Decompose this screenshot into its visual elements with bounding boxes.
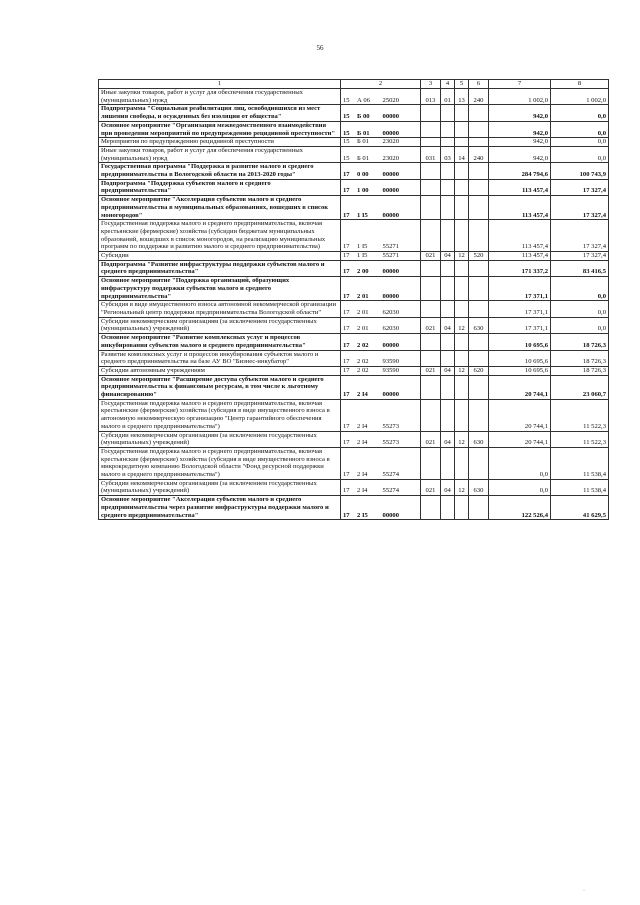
subsection-code-cell — [455, 196, 469, 220]
subprogram-code: А 06 — [357, 96, 371, 104]
section-code-cell — [441, 350, 455, 366]
target-code-cell — [341, 375, 421, 399]
target-code-cell — [341, 220, 421, 252]
ved-code-cell — [421, 334, 441, 350]
table-row — [99, 447, 609, 479]
budget-table — [98, 79, 609, 520]
amount-col7-cell: 20 744,1 — [489, 431, 551, 447]
direction-code: 00000 — [382, 341, 399, 349]
table-row — [99, 496, 609, 520]
subsection-code-cell: 14 — [455, 146, 469, 162]
expense-type-cell — [469, 105, 489, 121]
table-row — [99, 431, 609, 447]
direction-code: 00000 — [382, 129, 399, 137]
subprogram-code: 2 00 — [357, 268, 369, 276]
section-code-cell: 01 — [441, 89, 455, 105]
target-code-cell — [341, 138, 421, 147]
row-name-cell: Мероприятия по предупреждению рецидивной преступности — [99, 138, 341, 147]
table-row — [99, 375, 609, 399]
section-code-cell — [441, 121, 455, 137]
table-row — [99, 138, 609, 147]
subprogram-code: 2 02 — [357, 341, 369, 349]
target-code-cell — [341, 163, 421, 179]
subsection-code-cell: 12 — [455, 252, 469, 261]
subsection-code-cell — [455, 496, 469, 520]
target-code-cell — [341, 277, 421, 301]
header-cell: 2 — [341, 80, 421, 89]
table-row — [99, 220, 609, 252]
subsection-code-cell — [455, 138, 469, 147]
amount-col7-cell: 113 457,4 — [489, 179, 551, 195]
row-name-cell: Государственная поддержка малого и среднего предпринимательства, включая крестьянские (фермерские) хозяйства (субсидии бюджетам муниципальных образований, вошедших в список моногородов, на реализацию муниципальных программ по поддержке и развитию малого и среднего предпринимательства) — [99, 220, 341, 252]
amount-col7-cell: 942,0 — [489, 121, 551, 137]
expense-type-cell — [469, 301, 489, 317]
amount-col8-cell: 41 629,5 — [551, 496, 609, 520]
subsection-code-cell — [455, 179, 469, 195]
section-code-cell: 04 — [441, 252, 455, 261]
target-code-cell — [341, 179, 421, 195]
direction-code: 62030 — [382, 325, 399, 333]
amount-col8-cell: 17 327,4 — [551, 196, 609, 220]
subprogram-code: 0 00 — [357, 171, 369, 179]
table-row — [99, 146, 609, 162]
program-code: 15 — [343, 154, 350, 162]
direction-code: 00000 — [382, 268, 399, 276]
program-code: 17 — [343, 187, 350, 195]
target-code-cell — [341, 447, 421, 479]
ved-code-cell — [421, 447, 441, 479]
program-code: 15 — [343, 129, 350, 137]
table-row — [99, 317, 609, 333]
target-code-cell — [341, 252, 421, 261]
ved-code-cell: 021 — [421, 431, 441, 447]
amount-col7-cell: 942,0 — [489, 138, 551, 147]
direction-code: 55273 — [382, 422, 399, 430]
subsection-code-cell — [455, 121, 469, 137]
program-code: 17 — [343, 391, 350, 399]
row-name-cell: Развитие комплексных услуг и процессов инкубирования субъектов малого и среднего предпринимательства на базе АУ ВО "Бизнес-инкубатор" — [99, 350, 341, 366]
ved-code-cell: 031 — [421, 146, 441, 162]
table-row — [99, 366, 609, 375]
amount-col8-cell: 83 416,5 — [551, 260, 609, 276]
target-code-cell — [341, 317, 421, 333]
direction-code: 00000 — [382, 292, 399, 300]
subprogram-code: 2 I4 — [357, 471, 368, 479]
corner-mark: · — [583, 888, 585, 894]
amount-col8-cell: 17 327,4 — [551, 179, 609, 195]
subsection-code-cell: 13 — [455, 89, 469, 105]
expense-type-cell: 630 — [469, 317, 489, 333]
row-name-cell: Подпрограмма "Социальная реабилитация лиц, освободившихся из мест лишения свободы, и осужденных без изоляции от общества" — [99, 105, 341, 121]
expense-type-cell — [469, 163, 489, 179]
amount-col7-cell: 10 695,6 — [489, 350, 551, 366]
subprogram-code: Б 00 — [357, 113, 370, 121]
ved-code-cell: 021 — [421, 366, 441, 375]
subsection-code-cell: 12 — [455, 431, 469, 447]
program-code: 17 — [343, 366, 350, 374]
ved-code-cell — [421, 121, 441, 137]
row-name-cell: Субсидии автономным учреждениям — [99, 366, 341, 375]
table-row — [99, 301, 609, 317]
table-row — [99, 350, 609, 366]
header-cell: 3 — [421, 80, 441, 89]
table-row — [99, 196, 609, 220]
ved-code-cell: 021 — [421, 479, 441, 495]
section-code-cell: 04 — [441, 479, 455, 495]
amount-col7-cell: 10 695,6 — [489, 366, 551, 375]
direction-code: 93590 — [382, 358, 399, 366]
header-cell: 4 — [441, 80, 455, 89]
amount-col8-cell: 0,0 — [551, 301, 609, 317]
header-cell: 6 — [469, 80, 489, 89]
subprogram-code: 2 I4 — [357, 439, 368, 447]
ved-code-cell: 013 — [421, 89, 441, 105]
section-code-cell — [441, 375, 455, 399]
subprogram-code: 1 00 — [357, 187, 369, 195]
amount-col8-cell: 18 726,3 — [551, 366, 609, 375]
section-code-cell: 04 — [441, 317, 455, 333]
ved-code-cell: 021 — [421, 317, 441, 333]
program-code: 15 — [343, 113, 350, 121]
program-code: 17 — [343, 308, 350, 316]
section-code-cell: 04 — [441, 366, 455, 375]
row-name-cell: Субсидии некоммерческим организациям (за исключением государственных (муниципальных) учреждений) — [99, 317, 341, 333]
program-code: 15 — [343, 138, 350, 146]
row-name-cell: Субсидии некоммерческим организациям (за исключением государственных (муниципальных) учреждений) — [99, 479, 341, 495]
expense-type-cell: 240 — [469, 146, 489, 162]
program-code: 17 — [343, 292, 350, 300]
subsection-code-cell — [455, 163, 469, 179]
amount-col8-cell: 0,0 — [551, 138, 609, 147]
row-name-cell: Основное мероприятие "Акселерация субъектов малого и среднего предпринимательства в муниципальных образованиях, вошедших в список моногородов" — [99, 196, 341, 220]
section-code-cell — [441, 277, 455, 301]
subsection-code-cell — [455, 301, 469, 317]
section-code-cell — [441, 399, 455, 431]
table-row — [99, 399, 609, 431]
row-name-cell: Государственная поддержка малого и среднего предпринимательства, включая крестьянские (фермерские) хозяйства (субсидия в виде имущественного взноса в микрокредитную компанию Вологодской области "Фонд ресурсной поддержки малого и среднего предпринимательства") — [99, 447, 341, 479]
table-row — [99, 334, 609, 350]
target-code-cell — [341, 479, 421, 495]
expense-type-cell — [469, 334, 489, 350]
row-name-cell: Иные закупки товаров, работ и услуг для обеспечения государственных (муниципальных) нужд — [99, 146, 341, 162]
program-code: 17 — [343, 439, 350, 447]
row-name-cell: Основное мероприятие "Развитие комплексных услуг и процессов инкубирования субъектов малого и среднего предпринимательства" — [99, 334, 341, 350]
ved-code-cell — [421, 301, 441, 317]
program-code: 17 — [343, 243, 350, 251]
program-code: 15 — [343, 96, 350, 104]
section-code-cell — [441, 196, 455, 220]
amount-col7-cell: 942,0 — [489, 146, 551, 162]
subsection-code-cell — [455, 447, 469, 479]
subsection-code-cell — [455, 350, 469, 366]
amount-col7-cell: 113 457,4 — [489, 196, 551, 220]
direction-code: 55271 — [382, 252, 399, 260]
amount-col7-cell: 113 457,4 — [489, 220, 551, 252]
program-code: 17 — [343, 358, 350, 366]
amount-col7-cell: 122 526,4 — [489, 496, 551, 520]
page-number: 56 — [316, 44, 324, 52]
program-code: 17 — [343, 471, 350, 479]
expense-type-cell — [469, 138, 489, 147]
expense-type-cell: 620 — [469, 366, 489, 375]
subsection-code-cell: 12 — [455, 479, 469, 495]
subprogram-code: 1 I5 — [357, 252, 368, 260]
direction-code: 55274 — [382, 471, 399, 479]
amount-col7-cell: 942,0 — [489, 105, 551, 121]
target-code-cell — [341, 399, 421, 431]
section-code-cell — [441, 334, 455, 350]
subprogram-code: 2 01 — [357, 308, 369, 316]
subprogram-code: Б 01 — [357, 154, 370, 162]
program-code: 17 — [343, 268, 350, 276]
target-code-cell — [341, 196, 421, 220]
amount-col8-cell: 11 538,4 — [551, 447, 609, 479]
subprogram-code: 2 I4 — [357, 487, 368, 495]
target-code-cell — [341, 89, 421, 105]
row-name-cell: Субсидии — [99, 252, 341, 261]
ved-code-cell — [421, 220, 441, 252]
amount-col8-cell: 11 522,3 — [551, 431, 609, 447]
header-cell: 5 — [455, 80, 469, 89]
target-code-cell — [341, 496, 421, 520]
table-row — [99, 479, 609, 495]
row-name-cell: Субсидии некоммерческим организациям (за исключением государственных (муниципальных) учреждений) — [99, 431, 341, 447]
expense-type-cell — [469, 375, 489, 399]
row-name-cell: Подпрограмма "Поддержка субъектов малого и среднего предпринимательства" — [99, 179, 341, 195]
amount-col8-cell: 0,0 — [551, 277, 609, 301]
table-row — [99, 179, 609, 195]
table-row — [99, 89, 609, 105]
target-code-cell — [341, 260, 421, 276]
expense-type-cell — [469, 277, 489, 301]
expense-type-cell — [469, 179, 489, 195]
subsection-code-cell — [455, 277, 469, 301]
subprogram-code: 2 I4 — [357, 391, 368, 399]
amount-col8-cell: 0,0 — [551, 121, 609, 137]
expense-type-cell — [469, 447, 489, 479]
amount-col8-cell: 18 726,3 — [551, 334, 609, 350]
row-name-cell: Иные закупки товаров, работ и услуг для обеспечения государственных (муниципальных) нужд — [99, 89, 341, 105]
amount-col7-cell: 20 744,1 — [489, 399, 551, 431]
subsection-code-cell — [455, 334, 469, 350]
amount-col7-cell: 17 371,1 — [489, 301, 551, 317]
section-code-cell — [441, 220, 455, 252]
row-name-cell: Государственная поддержка малого и среднего предпринимательства, включая крестьянские (фермерские) хозяйства (субсидия в виде имущественного взноса в автономную некоммерческую организацию "Центр гарантийного обеспечения малого и среднего предпринимательства") — [99, 399, 341, 431]
ved-code-cell — [421, 375, 441, 399]
program-code: 17 — [343, 171, 350, 179]
section-code-cell — [441, 496, 455, 520]
ved-code-cell — [421, 196, 441, 220]
expense-type-cell: 630 — [469, 479, 489, 495]
target-code-cell — [341, 366, 421, 375]
table-row — [99, 260, 609, 276]
program-code: 17 — [343, 325, 350, 333]
subprogram-code: 2 01 — [357, 292, 369, 300]
subprogram-code: 2 I5 — [357, 511, 368, 519]
direction-code: 00000 — [382, 113, 399, 121]
amount-col7-cell: 0,0 — [489, 447, 551, 479]
amount-col8-cell: 18 726,3 — [551, 350, 609, 366]
expense-type-cell: 520 — [469, 252, 489, 261]
row-name-cell: Основное мероприятие "Поддержка организаций, образующих инфраструктуру поддержки субъектов малого и среднего предпринимательства" — [99, 277, 341, 301]
subprogram-code: Б 01 — [357, 129, 370, 137]
amount-col8-cell: 11 522,3 — [551, 399, 609, 431]
ved-code-cell — [421, 163, 441, 179]
expense-type-cell — [469, 496, 489, 520]
ved-code-cell — [421, 105, 441, 121]
target-code-cell — [341, 121, 421, 137]
section-code-cell — [441, 138, 455, 147]
direction-code: 55271 — [382, 243, 399, 251]
subprogram-code: 1 I5 — [357, 243, 368, 251]
direction-code: 25020 — [382, 96, 399, 104]
subsection-code-cell — [455, 105, 469, 121]
direction-code: 93590 — [382, 366, 399, 374]
amount-col7-cell: 1 002,0 — [489, 89, 551, 105]
table-row — [99, 163, 609, 179]
direction-code: 00000 — [382, 391, 399, 399]
table-row — [99, 105, 609, 121]
program-code: 17 — [343, 511, 350, 519]
subsection-code-cell — [455, 375, 469, 399]
amount-col7-cell: 284 794,6 — [489, 163, 551, 179]
table-header-row — [99, 80, 609, 89]
section-code-cell: 04 — [441, 431, 455, 447]
direction-code: 00000 — [382, 211, 399, 219]
amount-col8-cell: 100 743,9 — [551, 163, 609, 179]
amount-col8-cell: 0,0 — [551, 317, 609, 333]
amount-col7-cell: 10 695,6 — [489, 334, 551, 350]
program-code: 17 — [343, 422, 350, 430]
subsection-code-cell — [455, 260, 469, 276]
target-code-cell — [341, 431, 421, 447]
amount-col8-cell: 17 327,4 — [551, 252, 609, 261]
direction-code: 00000 — [382, 187, 399, 195]
subsection-code-cell — [455, 399, 469, 431]
amount-col7-cell: 17 371,1 — [489, 317, 551, 333]
row-name-cell: Подпрограмма "Развитие инфраструктуры поддержки субъектов малого и среднего предпринимательства" — [99, 260, 341, 276]
subsection-code-cell — [455, 220, 469, 252]
expense-type-cell — [469, 220, 489, 252]
ved-code-cell — [421, 496, 441, 520]
subprogram-code: 2 02 — [357, 366, 369, 374]
direction-code: 55273 — [382, 439, 399, 447]
amount-col8-cell: 0,0 — [551, 105, 609, 121]
section-code-cell — [441, 179, 455, 195]
row-name-cell: Государственная программа "Поддержка и развитие малого и среднего предпринимательства в Вологодской области на 2013-2020 годы" — [99, 163, 341, 179]
direction-code: 00000 — [382, 171, 399, 179]
row-name-cell: Основное мероприятие "Акселерация субъектов малого и среднего предпринимательства через развитие инфраструктуры поддержки малого и среднего предпринимательства" — [99, 496, 341, 520]
direction-code: 00000 — [382, 511, 399, 519]
section-code-cell — [441, 163, 455, 179]
header-cell: 8 — [551, 80, 609, 89]
target-code-cell — [341, 350, 421, 366]
subprogram-code: 1 I5 — [357, 211, 368, 219]
amount-col7-cell: 17 371,1 — [489, 277, 551, 301]
direction-code: 23020 — [382, 138, 399, 146]
target-code-cell — [341, 334, 421, 350]
amount-col8-cell: 23 060,7 — [551, 375, 609, 399]
ved-code-cell — [421, 179, 441, 195]
amount-col8-cell: 11 538,4 — [551, 479, 609, 495]
amount-col7-cell: 113 457,4 — [489, 252, 551, 261]
expense-type-cell — [469, 399, 489, 431]
expense-type-cell: 240 — [469, 89, 489, 105]
amount-col7-cell: 20 744,1 — [489, 375, 551, 399]
amount-col7-cell: 171 337,2 — [489, 260, 551, 276]
section-code-cell — [441, 447, 455, 479]
table-row — [99, 252, 609, 261]
amount-col7-cell: 0,0 — [489, 479, 551, 495]
program-code: 17 — [343, 487, 350, 495]
target-code-cell — [341, 146, 421, 162]
ved-code-cell — [421, 350, 441, 366]
ved-code-cell — [421, 138, 441, 147]
amount-col8-cell: 0,0 — [551, 146, 609, 162]
ved-code-cell — [421, 399, 441, 431]
subsection-code-cell: 12 — [455, 366, 469, 375]
subprogram-code: 2 02 — [357, 358, 369, 366]
section-code-cell — [441, 301, 455, 317]
row-name-cell: Субсидия в виде имущественного взноса автономной некоммерческой организации "Региональный центр поддержки предпринимательства Вологодской области" — [99, 301, 341, 317]
subprogram-code: Б 01 — [357, 138, 370, 146]
section-code-cell — [441, 260, 455, 276]
amount-col8-cell: 17 327,4 — [551, 220, 609, 252]
target-code-cell — [341, 105, 421, 121]
expense-type-cell — [469, 121, 489, 137]
table-row — [99, 121, 609, 137]
subprogram-code: 2 01 — [357, 325, 369, 333]
table-row — [99, 277, 609, 301]
program-code: 17 — [343, 252, 350, 260]
ved-code-cell — [421, 277, 441, 301]
program-code: 17 — [343, 341, 350, 349]
row-name-cell: Основное мероприятие "Расширение доступа субъектов малого и среднего предпринимательства к финансовым ресурсам, в том числе к льготному финансированию" — [99, 375, 341, 399]
header-cell: 1 — [99, 80, 341, 89]
subprogram-code: 2 I4 — [357, 422, 368, 430]
direction-code: 23020 — [382, 154, 399, 162]
amount-col8-cell: 1 002,0 — [551, 89, 609, 105]
expense-type-cell — [469, 260, 489, 276]
expense-type-cell — [469, 196, 489, 220]
program-code: 17 — [343, 211, 350, 219]
section-code-cell: 03 — [441, 146, 455, 162]
table-body — [99, 80, 609, 520]
expense-type-cell: 630 — [469, 431, 489, 447]
ved-code-cell — [421, 260, 441, 276]
direction-code: 62030 — [382, 308, 399, 316]
subsection-code-cell: 12 — [455, 317, 469, 333]
section-code-cell — [441, 105, 455, 121]
row-name-cell: Основное мероприятие "Организация межведомственного взаимодействия при проведении мероприятий по предупреждению рецидивной преступности" — [99, 121, 341, 137]
target-code-cell — [341, 301, 421, 317]
ved-code-cell: 021 — [421, 252, 441, 261]
header-cell: 7 — [489, 80, 551, 89]
direction-code: 55274 — [382, 487, 399, 495]
expense-type-cell — [469, 350, 489, 366]
